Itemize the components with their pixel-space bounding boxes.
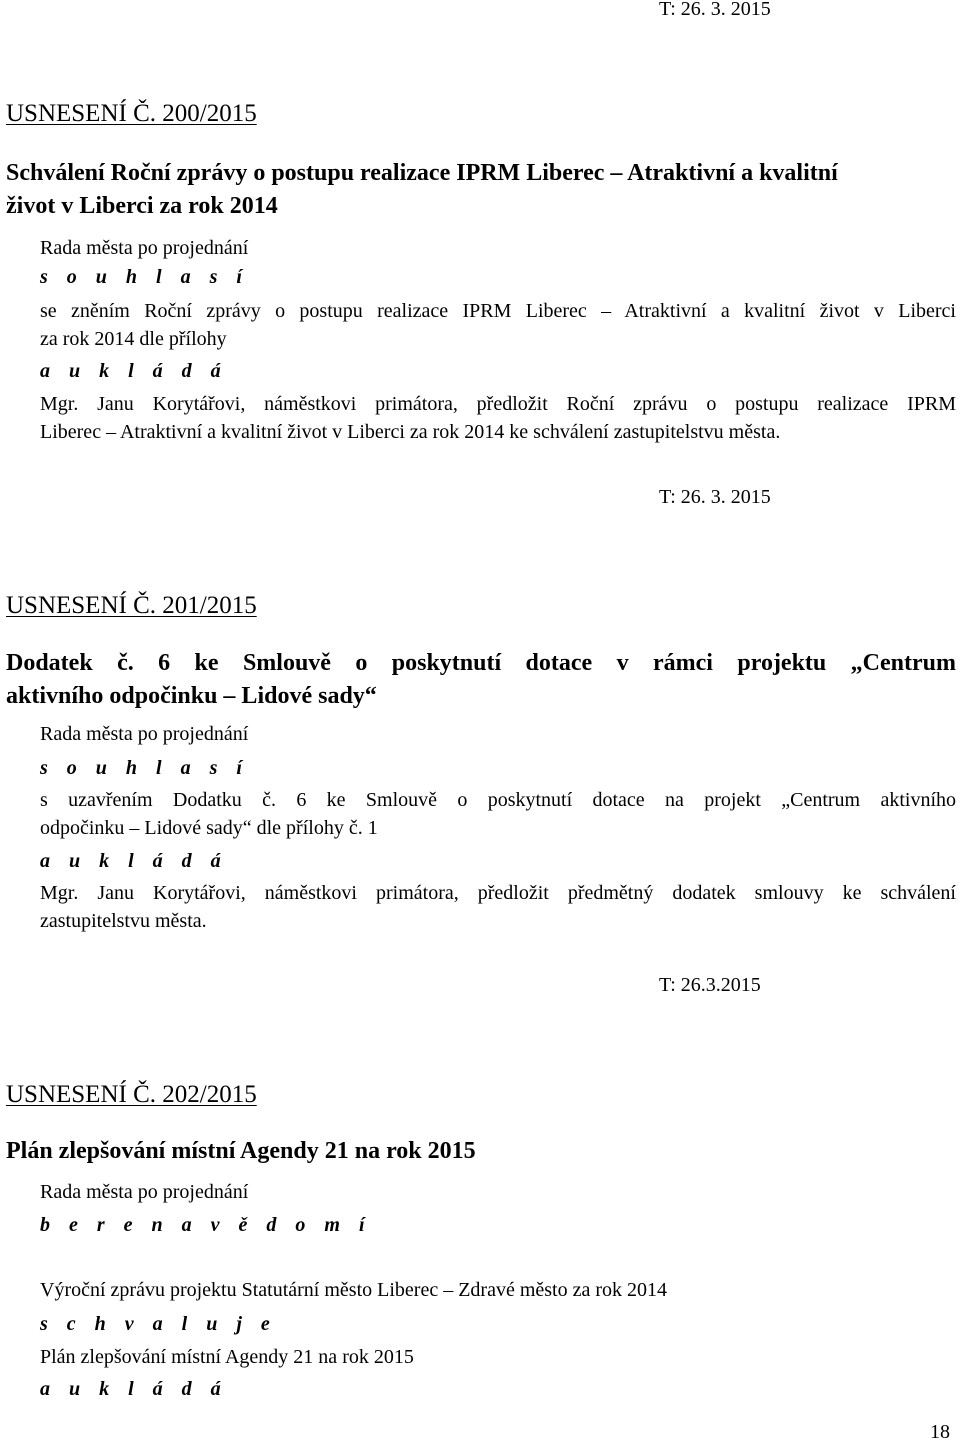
verb-uklada: a u k l á d á [40,850,228,872]
resolution-deadline: T: 26.3.2015 [659,974,761,996]
resolution-heading: USNESENÍ Č. 202/2015 [6,1081,257,1108]
resolution-text: s uzavřením Dodatku č. 6 ke Smlouvě o poskytnutí dotace na projekt „Centrum aktivního [40,789,956,811]
resolution-title-cont: život v Liberci za rok 2014 [6,193,278,219]
resolution-text-cont: za rok 2014 dle přílohy [40,328,227,350]
resolution-task-cont: Liberec – Atraktivní a kvalitní život v Liberci za rok 2014 ke schválení zastupitelstvu města. [40,421,781,443]
resolution-intro: Rada města po projednání [40,237,249,259]
resolution-text: Výroční zprávu projektu Statutární město Liberec – Zdravé město za rok 2014 [40,1279,668,1301]
resolution-title: Plán zlepšování místní Agendy 21 na rok 2015 [6,1138,476,1164]
resolution-deadline: T: 26. 3. 2015 [659,486,771,508]
verb-uklada: a u k l á d á [40,1378,228,1400]
resolution-task-cont: zastupitelstvu města. [40,910,207,932]
verb-uklada: a u k l á d á [40,360,228,382]
resolution-title: Dodatek č. 6 ke Smlouvě o poskytnutí dotace v rámci projektu „Centrum [6,650,956,676]
resolution-title: Schválení Roční zprávy o postupu realizace IPRM Liberec – Atraktivní a kvalitní [6,160,838,186]
resolution-title-cont: aktivního odpočinku – Lidové sady“ [6,683,377,709]
resolution-text-cont: odpočinku – Lidové sady“ dle přílohy č. 1 [40,817,378,839]
verb-bere-na-vedomi: b e r e n a v ě d o m í [40,1214,372,1236]
resolution-text: se zněním Roční zprávy o postupu realizace IPRM Liberec – Atraktivní a kvalitní život v Liberci [40,300,956,322]
resolution-heading: USNESENÍ Č. 201/2015 [6,592,257,619]
resolution-task: Mgr. Janu Korytářovi, náměstkovi primátora, předložit předmětný dodatek smlouvy ke schválení [40,882,956,904]
resolution-task: Mgr. Janu Korytářovi, náměstkovi primátora, předložit Roční zprávu o postupu realizace IPRM [40,393,956,415]
verb-souhlasi: s o u h l a s í [40,757,249,779]
top-deadline: T: 26. 3. 2015 [659,0,771,20]
verb-schvaluje: s c h v a l u j e [40,1313,277,1335]
page-number: 18 [930,1421,950,1443]
resolution-intro: Rada města po projednání [40,1181,249,1203]
resolution-heading: USNESENÍ Č. 200/2015 [6,100,257,127]
resolution-intro: Rada města po projednání [40,723,249,745]
verb-souhlasi: s o u h l a s í [40,266,249,288]
resolution-task: Plán zlepšování místní Agendy 21 na rok 2015 [40,1346,414,1368]
